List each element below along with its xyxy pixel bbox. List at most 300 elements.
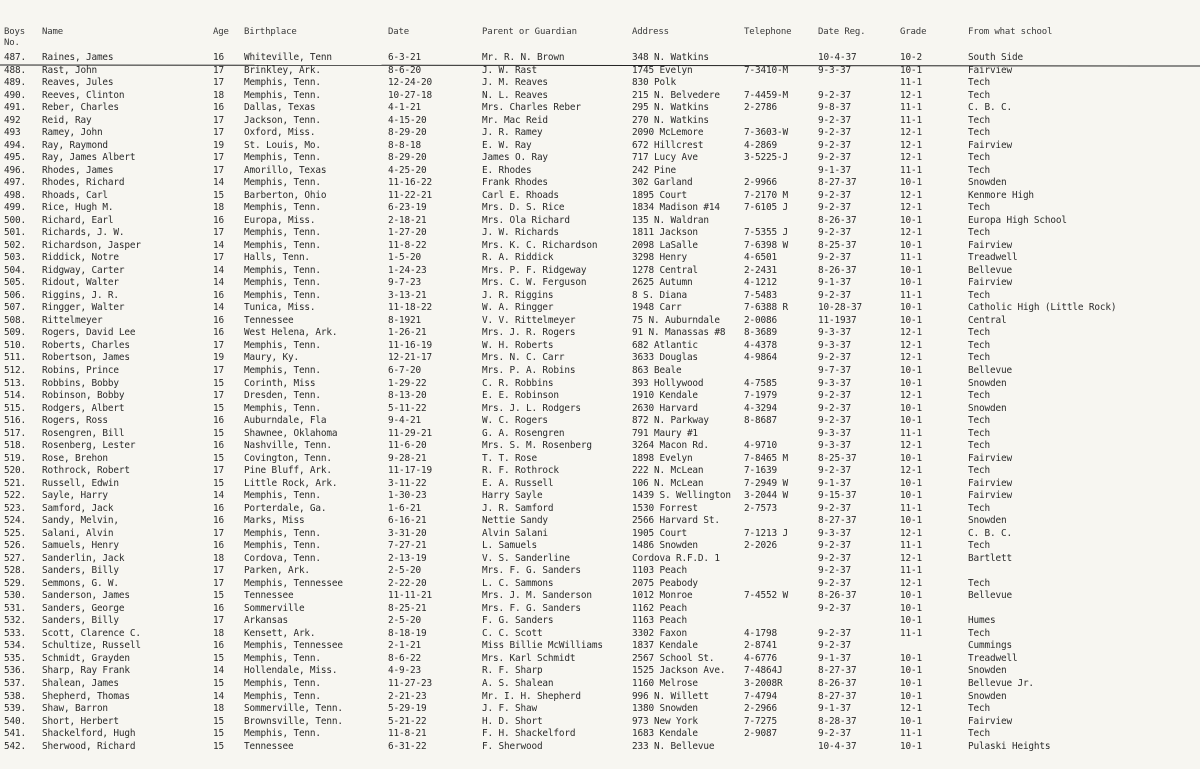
register-cell: 17 [213, 527, 224, 539]
register-cell: Sherwood, Richard [42, 740, 136, 752]
register-cell: 9-2-37 [818, 728, 851, 740]
register-cell: 9-2-37 [818, 390, 851, 402]
register-cell: E. A. Russell [482, 477, 554, 489]
register-cell: Mrs. K. C. Richardson [482, 239, 598, 251]
register-cell: 1525 Jackson Ave. [632, 665, 726, 677]
register-cell: 10-1 [900, 690, 922, 702]
register-cell: Riggins, J. R. [42, 289, 119, 301]
register-cell: 496. [4, 164, 26, 176]
register-cell: Rosengren, Bill [42, 427, 125, 439]
register-cell: 16 [213, 102, 224, 114]
register-cell: Ridout, Walter [42, 277, 119, 289]
register-cell: 522. [4, 490, 26, 502]
register-row [0, 415, 1200, 428]
register-cell: Samford, Jack [42, 502, 114, 514]
register-row [0, 540, 1200, 553]
register-cell: Sandy, Melvin, [42, 515, 119, 527]
register-cell: 14 [213, 177, 224, 189]
register-cell: Rittelmeyer [42, 314, 103, 326]
register-cell: 7-5483 [744, 289, 777, 301]
register-cell: Mrs. J. R. Rogers [482, 327, 576, 339]
register-cell: 11-17-19 [388, 465, 432, 477]
register-cell: Shepherd, Thomas [42, 690, 130, 702]
register-cell: Marks, Miss [244, 515, 305, 527]
register-cell: Riddick, Notre [42, 252, 119, 264]
register-cell: 507. [4, 302, 26, 314]
register-cell: 530. [4, 590, 26, 602]
register-cell: 513. [4, 377, 26, 389]
register-cell: Tech [968, 164, 990, 176]
register-cell: 11-1 [900, 502, 922, 514]
register-cell: Shaw, Barron [42, 703, 108, 715]
register-cell: Schmidt, Grayden [42, 652, 130, 664]
register-cell: 9-2-37 [818, 602, 851, 614]
register-cell: 18 [213, 552, 224, 564]
register-cell: Oxford, Miss. [244, 127, 316, 139]
register-cell: 11-8-22 [388, 239, 427, 251]
register-row [0, 503, 1200, 516]
register-cell: 15 [213, 402, 224, 414]
register-cell: J. R. Samford [482, 502, 554, 514]
register-cell: 11-11-21 [388, 590, 432, 602]
register-cell: Reber, Charles [42, 102, 119, 114]
register-cell: 11-16-19 [388, 339, 432, 351]
register-cell: Mr. I. H. Shepherd [482, 690, 581, 702]
register-cell: Robins, Prince [42, 365, 119, 376]
register-cell: J. W. Rast [482, 64, 537, 76]
register-cell: C. B. C. [968, 102, 1012, 114]
register-cell: L. C. Sammons [482, 577, 554, 589]
register-cell: 8-26-37 [818, 678, 857, 689]
register-cell: 9-1-37 [818, 703, 851, 715]
register-cell: 14 [213, 490, 224, 502]
column-header: From what school [968, 27, 1053, 37]
register-cell: Snowden [968, 402, 1007, 414]
register-row [0, 390, 1200, 403]
register-cell: 10-1 [900, 314, 922, 326]
register-cell: 7-4794 [744, 690, 777, 702]
register-cell: 10-1 [900, 452, 922, 464]
register-cell: Snowden [968, 665, 1007, 677]
register-cell: 996 N. Willett [632, 690, 709, 702]
register-cell: 489. [4, 77, 26, 89]
register-cell: 1834 Madison #14 [632, 202, 720, 214]
register-cell: Memphis, Tenn. [244, 728, 321, 740]
register-cell: Little Rock, Ark. [244, 477, 338, 489]
register-cell: Roberts, Charles [42, 339, 130, 351]
register-cell: 2625 Autumn [632, 277, 693, 289]
register-cell: 15 [213, 427, 224, 439]
register-cell: 12-21-17 [388, 352, 432, 364]
register-cell: Arkansas [244, 615, 288, 627]
column-header: Birthplace [244, 27, 297, 37]
register-cell: 1898 Evelyn [632, 452, 693, 464]
register-cell: 9-2-37 [818, 540, 851, 552]
register-cell: 16 [213, 214, 224, 226]
register-cell: 17 [213, 577, 224, 589]
register-cell: Reeves, Clinton [42, 89, 125, 101]
register-cell: J. R. Riggins [482, 289, 554, 301]
register-cell: 12-1 [900, 527, 922, 539]
register-cell: 10-1 [900, 665, 922, 677]
register-cell: 4-7585 [744, 377, 777, 389]
register-cell: 4-25-20 [388, 164, 427, 176]
register-cell: 10-1 [900, 277, 922, 289]
register-cell: 10-1 [900, 377, 922, 389]
register-cell: 863 Beale [632, 365, 682, 376]
register-cell: 10-1 [900, 515, 922, 527]
register-cell: 12-1 [900, 440, 922, 452]
register-cell: Russell, Edwin [42, 477, 119, 489]
register-cell: 6-23-19 [388, 202, 427, 214]
register-cell: Memphis, Tenn. [244, 678, 321, 689]
register-cell: 509. [4, 327, 26, 339]
register-row [0, 277, 1200, 290]
register-cell: Reaves, Jules [42, 77, 114, 89]
register-cell: 515. [4, 402, 26, 414]
register-cell: Samuels, Henry [42, 540, 119, 552]
column-header-row [0, 26, 1200, 48]
register-cell: 9-2-37 [818, 152, 851, 164]
register-cell: Robbins, Bobby [42, 377, 119, 389]
register-row [0, 528, 1200, 541]
register-cell: 9-2-37 [818, 289, 851, 301]
register-row [0, 578, 1200, 591]
register-cell: Auburndale, Fla [244, 415, 327, 427]
register-cell: 4-1-21 [388, 102, 421, 114]
register-cell: 8-8687 [744, 415, 777, 427]
register-cell: Europa High School [968, 214, 1067, 226]
register-cell: 12-1 [900, 577, 922, 589]
register-cell: 16 [213, 415, 224, 427]
register-cell: Frank Rhodes [482, 177, 548, 189]
register-cell: 11-1 [900, 540, 922, 552]
register-cell: 1-30-23 [388, 490, 427, 502]
register-row [0, 315, 1200, 328]
register-cell: Memphis, Tenn. [244, 289, 321, 301]
register-cell: 3633 Douglas [632, 352, 698, 364]
register-cell: 12-24-20 [388, 77, 432, 89]
register-cell: 12-1 [900, 189, 922, 201]
register-cell: 2-9087 [744, 728, 777, 740]
register-cell: Fairview [968, 490, 1012, 502]
register-cell: 17 [213, 77, 224, 89]
register-cell: W. C. Rogers [482, 415, 548, 427]
register-cell: 106 N. McLean [632, 477, 704, 489]
register-cell: Hollendale, Miss. [244, 665, 338, 677]
register-cell: 1012 Monroe [632, 590, 693, 602]
register-cell: 11-1 [900, 102, 922, 114]
register-cell: 8-25-21 [388, 602, 427, 614]
register-cell: Porterdale, Ga. [244, 502, 327, 514]
register-cell: Cummings [968, 640, 1012, 652]
register-cell: Sanderlin, Jack [42, 552, 125, 564]
register-cell: 3-31-20 [388, 527, 427, 539]
register-cell: 3302 Faxon [632, 627, 687, 639]
register-cell: Maury, Ky. [244, 352, 299, 364]
register-cell: St. Louis, Mo. [244, 139, 321, 151]
register-cell: Memphis, Tenn. [244, 77, 321, 89]
register-cell: 17 [213, 127, 224, 139]
register-cell: 7-1639 [744, 465, 777, 477]
register-cell: 9-2-37 [818, 352, 851, 364]
register-cell: F. G. Sanders [482, 615, 554, 627]
register-cell: Rast, John [42, 64, 97, 76]
register-cell: 17 [213, 227, 224, 239]
register-cell: 9-3-37 [818, 339, 851, 351]
register-cell: 8-26-37 [818, 214, 857, 226]
register-cell: 3298 Henry [632, 252, 687, 264]
register-cell: 12-1 [900, 202, 922, 214]
register-cell: 2090 McLemore [632, 127, 704, 139]
register-cell: Rice, Hugh M. [42, 202, 114, 214]
register-row [0, 327, 1200, 340]
register-cell: 9-3-37 [818, 377, 851, 389]
register-cell: Snowden [968, 377, 1007, 389]
column-header: Boys No. [4, 27, 26, 48]
register-cell: 7-27-21 [388, 540, 427, 552]
register-cell: Memphis, Tenn. [244, 402, 321, 414]
register-cell: 506. [4, 289, 26, 301]
register-cell: Dresden, Tenn. [244, 390, 321, 402]
register-cell: 10-1 [900, 490, 922, 502]
register-cell: 18 [213, 703, 224, 715]
register-cell: E. E. Robinson [482, 390, 559, 402]
register-cell: 9-1-37 [818, 652, 851, 664]
register-cell: 527. [4, 552, 26, 564]
column-header: Age [213, 27, 229, 37]
register-row [0, 140, 1200, 153]
register-cell: Nashville, Tenn. [244, 440, 332, 452]
register-cell: Kensett, Ark. [244, 627, 316, 639]
register-cell: 4-3294 [744, 402, 777, 414]
register-cell: W. A. Ringger [482, 302, 554, 314]
register-cell: 9-3-37 [818, 64, 851, 76]
register-row [0, 52, 1200, 65]
register-cell: 11-1 [900, 728, 922, 740]
register-cell: Rogers, David Lee [42, 327, 136, 339]
register-cell: 9-4-21 [388, 415, 421, 427]
register-cell: Tech [968, 152, 990, 164]
register-cell: 494. [4, 139, 26, 151]
register-cell: Shackelford, Hugh [42, 728, 136, 740]
register-cell: 7-6105 J [744, 202, 788, 214]
register-cell: 7-1213 J [744, 527, 788, 539]
register-cell: Richards, J. W. [42, 227, 125, 239]
register-cell: E. W. Ray [482, 139, 532, 151]
register-cell: 672 Hillcrest [632, 139, 704, 151]
register-cell: Fairview [968, 139, 1012, 151]
register-cell: Fairview [968, 715, 1012, 727]
register-cell: Rosenberg, Lester [42, 440, 136, 452]
register-cell: 1-5-20 [388, 252, 421, 264]
register-cell: 8-25-37 [818, 452, 857, 464]
register-cell: 1948 Carr [632, 302, 682, 314]
register-cell: 10-1 [900, 678, 922, 689]
register-cell: 8-3689 [744, 327, 777, 339]
register-cell: 295 N. Watkins [632, 102, 709, 114]
register-cell: 7-2170 M [744, 189, 788, 201]
register-cell: Snowden [968, 515, 1007, 527]
register-cell: Mrs. N. C. Carr [482, 352, 565, 364]
register-cell: 11-6-20 [388, 440, 427, 452]
register-cell: 16 [213, 640, 224, 652]
register-cell: Rothrock, Robert [42, 465, 130, 477]
register-row [0, 115, 1200, 128]
register-cell: 1910 Kendale [632, 390, 698, 402]
register-cell: Mrs. J. M. Sanderson [482, 590, 592, 602]
register-cell: 16 [213, 440, 224, 452]
register-cell: Carl E. Rhoads [482, 189, 559, 201]
register-cell: 10-27-18 [388, 89, 432, 101]
register-row [0, 465, 1200, 478]
register-row [0, 640, 1200, 653]
register-cell: 9-1-37 [818, 277, 851, 289]
register-cell: 15 [213, 652, 224, 664]
register-cell: 242 Pine [632, 164, 676, 176]
register-cell: 541. [4, 728, 26, 740]
register-cell: 1103 Peach [632, 565, 687, 577]
register-cell: 2-18-21 [388, 214, 427, 226]
register-cell: 521. [4, 477, 26, 489]
register-cell: James O. Ray [482, 152, 548, 164]
register-cell: Sanders, Billy [42, 565, 119, 577]
register-cell: Rogers, Ross [42, 415, 108, 427]
register-row [0, 628, 1200, 641]
register-cell: 8-26-37 [818, 590, 857, 602]
register-cell: 15 [213, 377, 224, 389]
register-cell: 9-1-37 [818, 477, 851, 489]
register-cell: 2566 Harvard St. [632, 515, 720, 527]
register-cell: 10-4-37 [818, 52, 857, 63]
register-cell: Fairview [968, 477, 1012, 489]
register-cell: 17 [213, 390, 224, 402]
register-cell: 9-3-37 [818, 527, 851, 539]
register-cell: 3-11-22 [388, 477, 427, 489]
register-cell: South Side [968, 52, 1023, 63]
register-cell: 1-29-22 [388, 377, 427, 389]
register-cell: 6-16-21 [388, 515, 427, 527]
register-cell: Tech [968, 327, 990, 339]
register-cell: 135 N. Waldran [632, 214, 709, 226]
register-cell: Robertson, James [42, 352, 130, 364]
register-cell: Fairview [968, 452, 1012, 464]
register-cell: 8-28-37 [818, 715, 857, 727]
register-cell: L. Samuels [482, 540, 537, 552]
register-cell: 8 S. Diana [632, 289, 687, 301]
register-cell: Mrs. J. L. Rodgers [482, 402, 581, 414]
register-cell: 10-1 [900, 214, 922, 226]
register-cell: 2-13-19 [388, 552, 427, 564]
register-row [0, 340, 1200, 353]
register-cell: 11-1 [900, 427, 922, 439]
register-cell: Semmons, G. W. [42, 577, 119, 589]
register-cell: 10-1 [900, 590, 922, 602]
register-cell: 535. [4, 652, 26, 664]
register-cell: 8-6-22 [388, 652, 421, 664]
register-row [0, 590, 1200, 603]
register-cell: 19 [213, 139, 224, 151]
register-cell: Tech [968, 289, 990, 301]
register-cell: 2567 School St. [632, 652, 715, 664]
register-cell: 17 [213, 64, 224, 76]
register-cell: Brinkley, Ark. [244, 64, 321, 76]
register-cell: Tech [968, 427, 990, 439]
register-cell: 492 [4, 114, 21, 126]
register-cell: 9-2-37 [818, 139, 851, 151]
register-cell: 1-27-20 [388, 227, 427, 239]
register-cell: Memphis, Tenn. [244, 365, 321, 376]
register-cell: 12-1 [900, 139, 922, 151]
register-cell: 7-5355 J [744, 227, 788, 239]
register-cell: 10-1 [900, 64, 922, 76]
register-cell: 17 [213, 252, 224, 264]
register-cell: Mrs. D. S. Rice [482, 202, 565, 214]
register-cell: 15 [213, 678, 224, 689]
register-cell: 10-1 [900, 652, 922, 664]
register-cell: 7-4552 W [744, 590, 788, 602]
register-cell: 537. [4, 678, 26, 689]
register-cell: 508. [4, 314, 26, 326]
register-cell: 9-2-37 [818, 627, 851, 639]
register-cell: 12-1 [900, 89, 922, 101]
register-cell: Memphis, Tenn. [244, 264, 321, 276]
register-cell: 519. [4, 452, 26, 464]
register-cell: 2075 Peabody [632, 577, 698, 589]
register-cell: Tech [968, 502, 990, 514]
register-cell: 504. [4, 264, 26, 276]
column-header: Date Reg. [818, 27, 866, 37]
register-cell: 1-24-23 [388, 264, 427, 276]
register-cell: 1-26-21 [388, 327, 427, 339]
register-cell: Fairview [968, 277, 1012, 289]
register-cell: Tech [968, 440, 990, 452]
register-row [0, 102, 1200, 115]
register-cell: 270 N. Watkins [632, 114, 709, 126]
register-cell: 17 [213, 565, 224, 577]
register-row [0, 490, 1200, 503]
register-cell: Jackson, Tenn. [244, 114, 321, 126]
register-cell: C. B. C. [968, 527, 1012, 539]
register-cell: 14 [213, 277, 224, 289]
register-cell: Salani, Alvin [42, 527, 114, 539]
register-cell: 16 [213, 52, 224, 63]
register-cell: 7-2949 W [744, 477, 788, 489]
register-cell: 493 [4, 127, 21, 139]
register-cell: 528. [4, 565, 26, 577]
register-cell: Sanderson, James [42, 590, 130, 602]
register-cell: Shawnee, Oklahoma [244, 427, 338, 439]
register-cell: 5-21-22 [388, 715, 427, 727]
register-cell: 872 N. Parkway [632, 415, 709, 427]
register-cell: 2-1-21 [388, 640, 421, 652]
register-cell: 10-2 [900, 52, 922, 63]
register-row [0, 440, 1200, 453]
register-cell: 11-16-22 [388, 177, 432, 189]
register-cell: V. S. Sanderline [482, 552, 570, 564]
register-row [0, 703, 1200, 716]
column-header: Grade [900, 27, 927, 37]
register-cell: Tech [968, 227, 990, 239]
register-cell: 10-1 [900, 715, 922, 727]
register-cell: 488. [4, 64, 26, 76]
register-cell: 8-25-37 [818, 239, 857, 251]
register-cell: 10-1 [900, 615, 922, 627]
register-row [0, 515, 1200, 528]
register-cell: 2-8741 [744, 640, 777, 652]
register-cell: 1439 S. Wellington [632, 490, 731, 502]
register-cell: 17 [213, 164, 224, 176]
